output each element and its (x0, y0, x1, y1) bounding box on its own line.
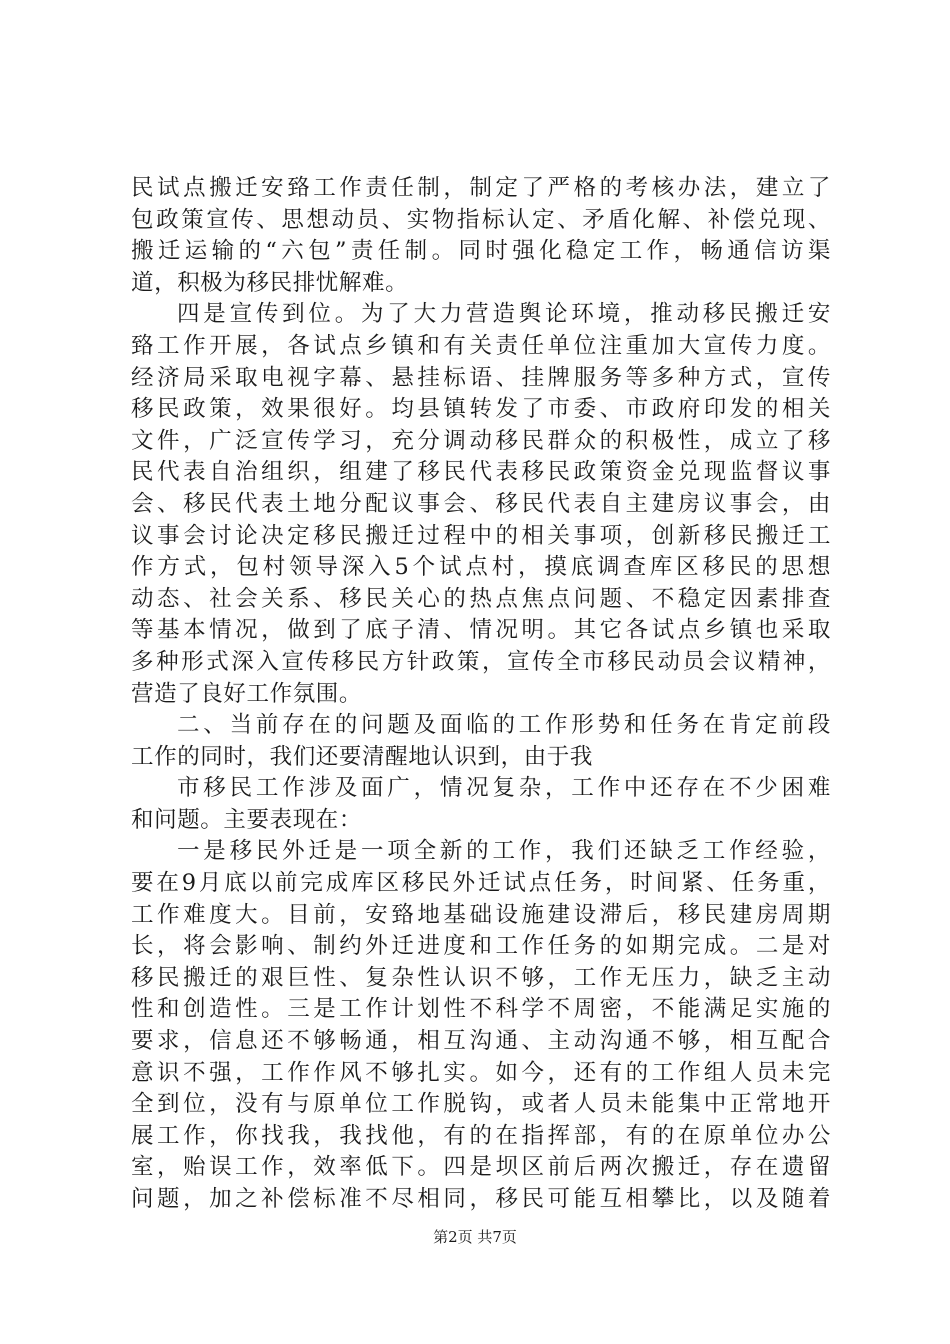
text-line: 移民搬迁的艰巨性、复杂性认识不够，工作无压力，缺乏主动 (131, 964, 831, 991)
text-line: 意识不强，工作作风不够扎实。如今，还有的工作组人员未完 (131, 1059, 831, 1086)
text-line: 工作的同时，我们还要清醒地认识到，由于我 (131, 743, 594, 770)
text-line: 民代表自治组织，组建了移民代表移民政策资金兑现监督议事 (131, 459, 831, 486)
text-line: 经济局采取电视字幕、悬挂标语、挂牌服务等多种方式，宣传 (131, 364, 831, 391)
body-text (131, 173, 831, 1216)
text-line: 会、移民代表土地分配议事会、移民代表自主建房议事会，由 (131, 490, 831, 517)
text-line: 市移民工作涉及面广，情况复杂，工作中还存在不少困难 (177, 775, 831, 802)
text-line: 动态、社会关系、移民关心的热点焦点问题、不稳定因素排查 (131, 585, 831, 612)
text-line: 包政策宣传、思想动员、实物指标认定、矛盾化解、补偿兑现、 (131, 206, 831, 233)
text-line: 民试点搬迁安臵工作责任制，制定了严格的考核办法，建立了 (131, 175, 831, 201)
text-line: 性和创造性。三是工作计划性不科学不周密，不能满足实施的 (131, 996, 831, 1023)
text-line: 多种形式深入宣传移民方针政策，宣传全市移民动员会议精神， (131, 648, 831, 675)
text-line: 议事会讨论决定移民搬迁过程中的相关事项，创新移民搬迁工 (131, 522, 831, 549)
text-line: 问题，加之补偿标准不尽相同，移民可能互相攀比，以及随着 (131, 1186, 831, 1212)
text-line: 全到位，没有与原单位工作脱钩，或者人员未能集中正常地开 (131, 1091, 831, 1118)
text-line: 臵工作开展，各试点乡镇和有关责任单位注重加大宣传力度。 (131, 332, 831, 359)
text-line: 营造了良好工作氛围。 (131, 680, 363, 707)
text-line: 一是移民外迁是一项全新的工作，我们还缺乏工作经验， (177, 838, 831, 865)
text-line: 展工作，你找我，我找他，有的在指挥部，有的在原单位办公 (131, 1122, 831, 1149)
text-line: 要在9月底以前完成库区移民外迁试点任务，时间紧、任务重， (131, 870, 831, 897)
page-footer: 第2页 共7页 (433, 1228, 517, 1246)
text-line: 四是宣传到位。为了大力营造舆论环境，推动移民搬迁安 (177, 301, 831, 328)
text-line: 二、当前存在的问题及面临的工作形势和任务在肯定前段 (177, 712, 831, 739)
text-line: 要求，信息还不够畅通，相互沟通、主动沟通不够，相互配合 (131, 1028, 831, 1055)
text-line: 移民政策，效果很好。均县镇转发了市委、市政府印发的相关 (131, 396, 831, 423)
text-line: 和问题。主要表现在： (131, 806, 363, 833)
text-line: 长，将会影响、制约外迁进度和工作任务的如期完成。二是对 (131, 933, 831, 960)
text-line: 作方式，包村领导深入5个试点村，摸底调查库区移民的思想 (131, 554, 831, 581)
text-line: 文件，广泛宣传学习，充分调动移民群众的积极性，成立了移 (131, 427, 831, 454)
text-line: 室，贻误工作，效率低下。四是坝区前后两次搬迁，存在遗留 (131, 1154, 831, 1181)
text-line: 道，积极为移民排忧解难。 (131, 269, 409, 296)
text-line: 工作难度大。目前，安臵地基础设施建设滞后，移民建房周期 (131, 901, 831, 928)
text-line: 等基本情况，做到了底子清、情况明。其它各试点乡镇也采取 (131, 617, 831, 644)
text-line: 搬迁运输的“六包”责任制。同时强化稳定工作，畅通信访渠 (131, 238, 831, 265)
